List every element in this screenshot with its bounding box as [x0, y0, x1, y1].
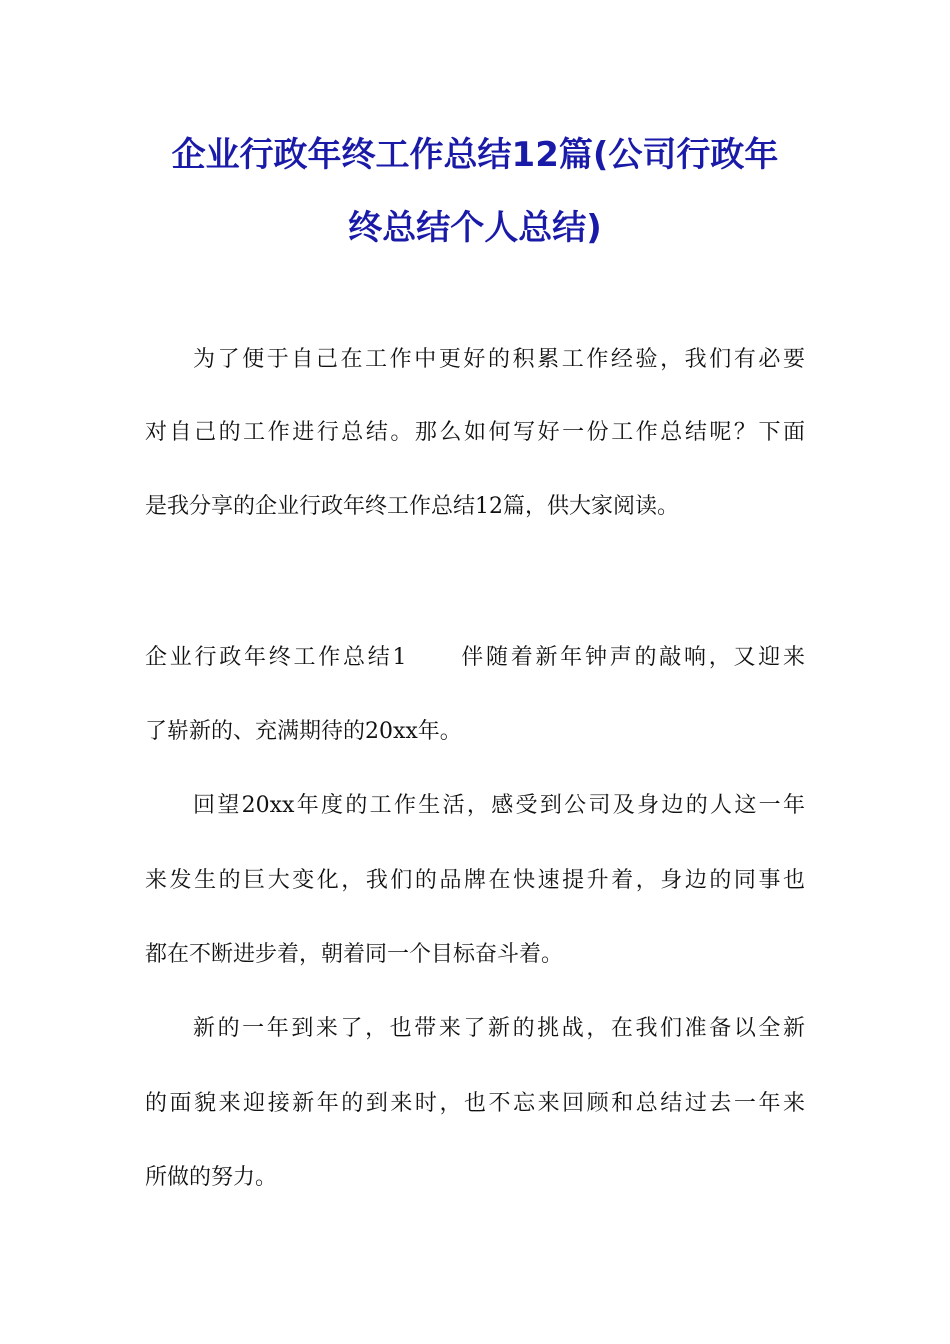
para-2-line-2: 来发生的巨大变化，我们的品牌在快速提升着，身边的同事也	[145, 868, 805, 893]
document-title-line-2: 终总结个人总结)	[348, 208, 602, 248]
para-3-line-3: 所做的努力。	[145, 1165, 278, 1190]
intro-line-1: 为了便于自己在工作中更好的积累工作经验，我们有必要	[193, 347, 805, 372]
section-1-line-1-text: 伴随着新年钟声的敲响，又迎来	[458, 645, 805, 670]
section-1-heading: 企业行政年终工作总结1	[145, 645, 407, 670]
section-1-line-2: 了崭新的、充满期待的20xx年。	[145, 719, 462, 744]
intro-line-3: 是我分享的企业行政年终工作总结12篇，供大家阅读。	[145, 494, 679, 519]
para-3-line-1: 新的一年到来了，也带来了新的挑战，在我们准备以全新	[193, 1016, 805, 1041]
document-title-line-1: 企业行政年终工作总结12篇(公司行政年	[171, 135, 779, 175]
para-3-line-2: 的面貌来迎接新年的到来时，也不忘来回顾和总结过去一年来	[145, 1091, 805, 1116]
para-2-line-1: 回望20xx年度的工作生活，感受到公司及身边的人这一年	[193, 793, 805, 818]
intro-line-2: 对自己的工作进行总结。那么如何写好一份工作总结呢？下面	[145, 420, 805, 445]
para-2-line-3: 都在不断进步着，朝着同一个目标奋斗着。	[145, 942, 564, 967]
section-1-first-line	[145, 643, 805, 673]
